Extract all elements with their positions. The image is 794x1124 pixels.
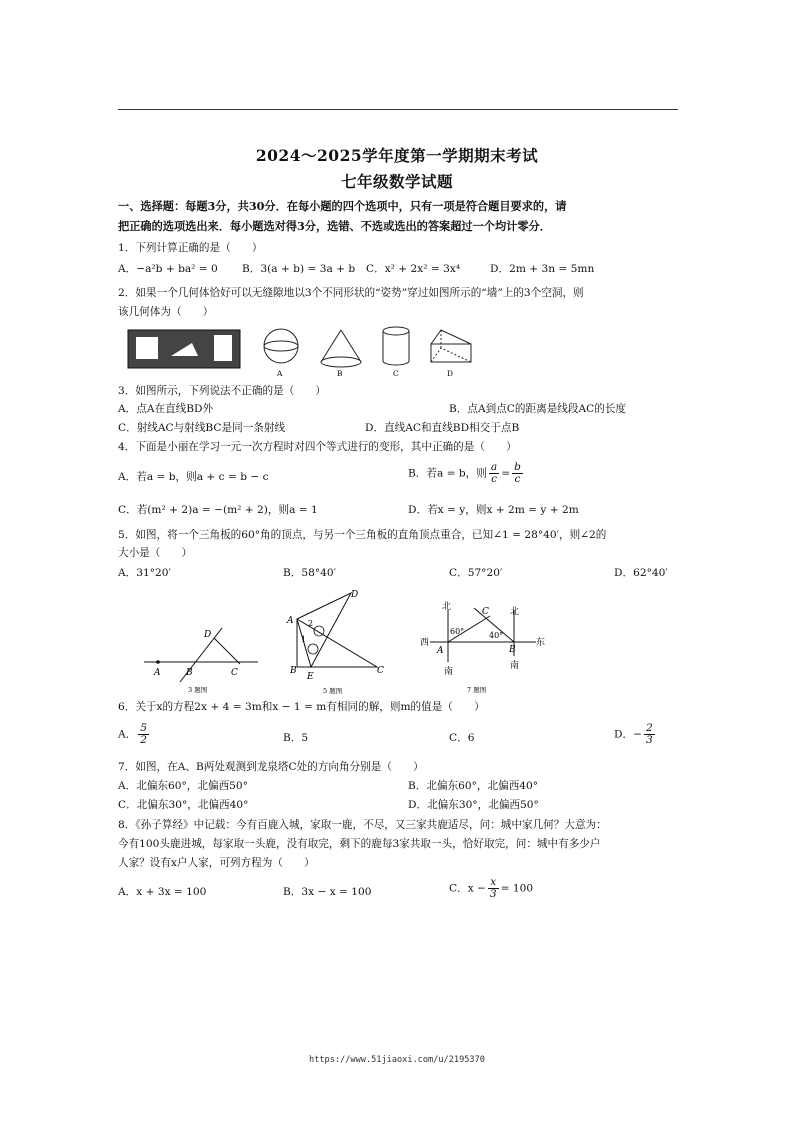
wall-with-holes [128, 330, 240, 368]
q8-option-b: B．3x − x = 100 [283, 886, 372, 898]
q8-line3: 人家？设有x户人家，可列方程为（ ） [118, 857, 315, 869]
q7-stem: 7．如图，在A、B两处观测到龙泉塔C处的方向角分别是（ ） [118, 761, 424, 773]
q7-option-d: D．北偏东30°，北偏西50° [408, 799, 539, 811]
q8-option-a: A．x + 3x = 100 [118, 886, 207, 898]
fig7-label-c: C [482, 607, 489, 617]
top-rule [118, 109, 678, 110]
q1-option-c: C．x² + 2x² = 3x⁴ [366, 263, 461, 275]
fig3-caption: 3 题图 [188, 686, 208, 694]
q6-option-b: B．5 [283, 732, 309, 744]
q6-option-d: D．− $\frac{2}{3}$ [614, 722, 653, 746]
square-hole [136, 337, 158, 359]
q5-line2: 大小是（ ） [118, 547, 193, 559]
sphere-icon [264, 329, 298, 363]
q1-stem: 1．下列计算正确的是（ ） [118, 242, 263, 254]
q5-option-b: B．58°40′ [283, 567, 337, 579]
q2-line2: 该几何体为（ ） [118, 306, 214, 318]
cone-icon [321, 330, 361, 367]
q3-option-b: B．点A到点C的距离是线段AC的长度 [449, 403, 627, 415]
fig5-label-c: C [377, 666, 384, 676]
fig5-label-2: 2 [308, 619, 314, 628]
q6-option-c: C．6 [449, 732, 475, 744]
q6-option-a: A． $\frac{5}{2}$ [118, 722, 147, 746]
fig7-label-b: B [509, 645, 516, 655]
q2-line1: 2．如果一个几何体恰好可以无缝隙地以3个不同形状的“姿势”穿过如图所示的“墙”上的3个空洞，则 [118, 287, 584, 299]
q7-option-b: B．北偏东60°，北偏西40° [408, 780, 539, 792]
q8-line1: 8．《孙子算经》中记载：今有百鹿入城，家取一鹿，不尽，又三家共鹿适尽，问：城中家几何？大意为： [118, 819, 607, 831]
q4-option-a: A．若a = b，则a + c = b − c [118, 471, 269, 483]
q2-figure [126, 326, 486, 382]
fig7-angle-60: 60° [450, 627, 465, 636]
q5-line1: 5．如图，将一个三角板的60°角的顶点，与另一个三角板的直角顶点重合，已知∠1 = 28°40′，则∠2的 [118, 529, 607, 541]
q1-option-b: B．3(a + b) = 3a + b [242, 263, 356, 275]
fig3-label-c: C [231, 668, 238, 678]
fig5-caption: 5 题图 [323, 687, 343, 695]
fig5-label-a: A [287, 616, 294, 626]
q6-stem: 6．关于x的方程2x + 4 = 3m和x − 1 = m有相同的解，则m的值是（ ） [118, 701, 485, 713]
section-header-line1: 一、选择题：每题3分，共30分．在每小题的四个选项中，只有一项是符合题目要求的，请 [118, 199, 567, 213]
fig7-caption: 7 题图 [467, 686, 487, 694]
fig3-label-d: D [204, 630, 212, 640]
q3-option-c: C．射线AC与射线BC是同一条射线 [118, 422, 286, 434]
fig5-label-1: 1 [301, 635, 307, 644]
exam-subtitle: 七年级数学试题 [340, 172, 453, 191]
q3-option-a: A．点A在直线BD外 [118, 403, 214, 415]
figure-7 [418, 598, 552, 698]
fig5-label-e: E [307, 672, 314, 682]
q2-label-c: C [393, 369, 399, 378]
q8-line2: 今有100头鹿进城，每家取一头鹿，没有取完，剩下的鹿每3家共取一头，恰好取完，问：城中有多少户 [118, 838, 601, 850]
fig5-label-b: B [290, 666, 297, 676]
q4-option-d: D．若x = y，则x + 2m = y + 2m [408, 504, 579, 516]
q2-label-a: A [277, 369, 283, 378]
q1-option-d: D．2m + 3n = 5mn [490, 263, 595, 275]
fig7-angle-40: 40° [489, 631, 504, 640]
q5-option-d: D．62°40′ [614, 567, 668, 579]
fig7-label-a: A [437, 646, 444, 656]
q2-label-d: D [447, 369, 454, 378]
fig7-south-a: 南 [444, 667, 454, 677]
q1-option-a: A．−a²b + ba² = 0 [118, 263, 218, 275]
q3-option-d: D．直线AC和直线BD相交于点B [365, 422, 520, 434]
fig7-south-b: 南 [510, 661, 520, 671]
fig7-north-a: 北 [442, 602, 452, 612]
q8-option-c: C．x − $\frac{x}{3}$ = 100 [449, 876, 534, 900]
section-header-line2: 把正确的选项选出来．每小题选对得3分，选错、不选或选出的答案超过一个均计零分． [118, 219, 551, 233]
q5-option-c: C．57°20′ [449, 567, 503, 579]
source-url[interactable]: https://www.51jiaoxi.com/u/2195370 [309, 1055, 485, 1065]
triangular-prism-icon [431, 330, 471, 362]
q4-stem: 4．下面是小丽在学习一元一次方程时对四个等式进行的变形，其中正确的是（ ） [118, 441, 517, 453]
fig5-label-d: D [351, 590, 359, 600]
fig7-north-b: 北 [510, 607, 520, 617]
fig3-label-b: B [186, 668, 193, 678]
q4-option-b: B．若a = b，则 $\frac{a}{c}$ = $\frac{b}{c}$ [408, 461, 521, 485]
q4-option-c: C．若(m² + 2)a = −(m² + 2)，则a = 1 [118, 504, 318, 516]
rectangle-hole [214, 335, 232, 361]
cylinder-icon [383, 327, 409, 365]
figure-5 [283, 585, 393, 697]
fig3-label-a: A [154, 668, 161, 678]
fig7-east: 东 [536, 638, 546, 648]
q7-option-c: C．北偏东30°，北偏西40° [118, 799, 249, 811]
q2-label-b: B [337, 369, 343, 378]
q3-stem: 3．如图所示，下列说法不正确的是（ ） [118, 385, 327, 397]
q5-option-a: A．31°20′ [118, 567, 171, 579]
q7-option-a: A．北偏东60°，北偏西50° [118, 780, 248, 792]
exam-title: 2024～2025学年度第一学期期末考试 [255, 146, 539, 165]
fig7-west: 西 [420, 638, 430, 648]
figure-3 [140, 620, 260, 696]
